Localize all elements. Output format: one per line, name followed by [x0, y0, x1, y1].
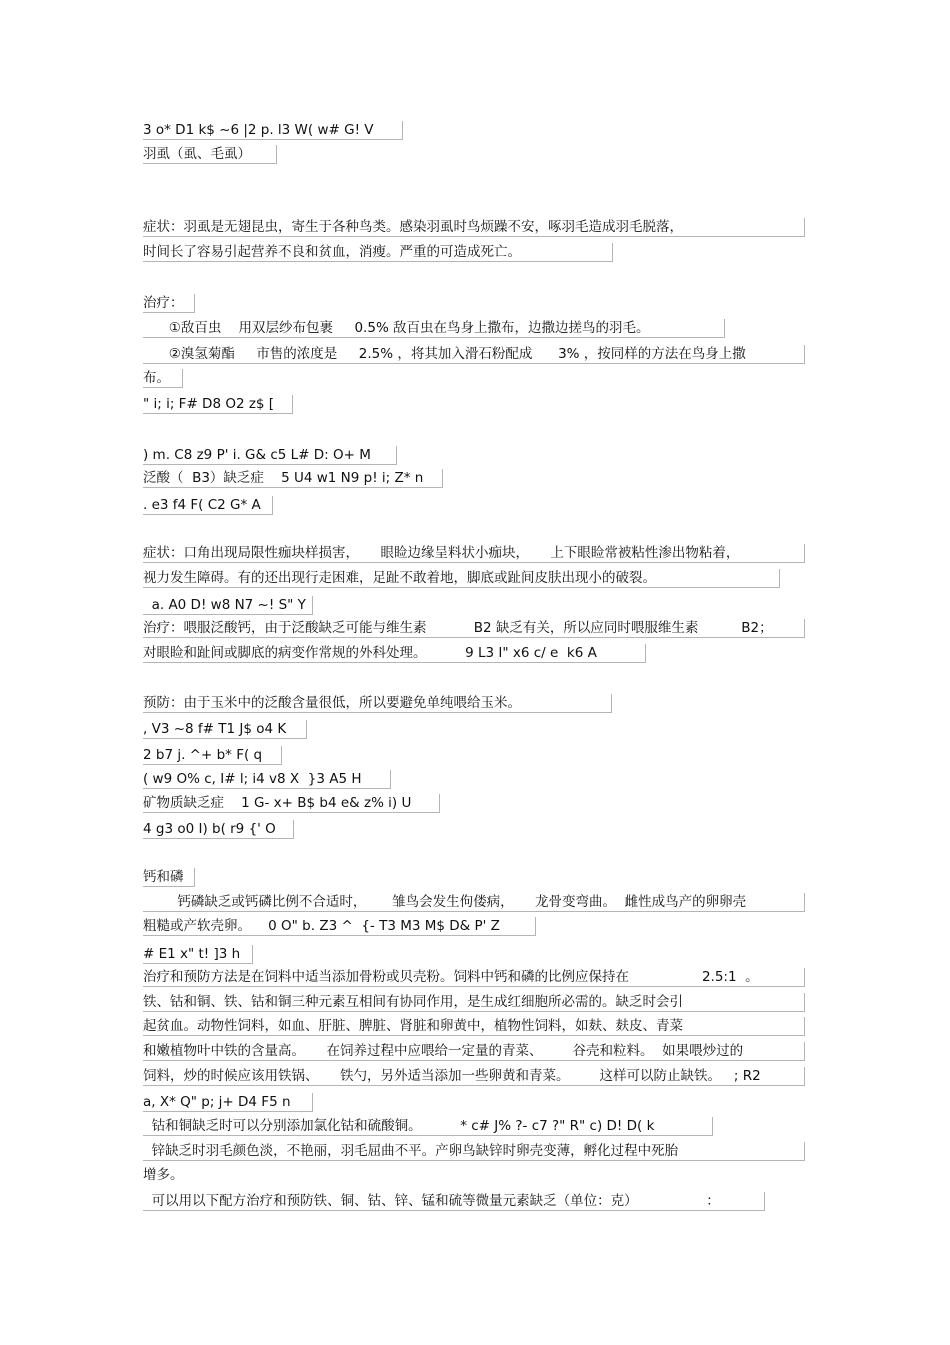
body-paragraph-line: 治疗和预防方法是在饲料中适当添加骨粉或贝壳粉。饲料中钙和磷的比例应保持在 2.5:1 。 — [143, 968, 805, 987]
section-heading-pantothenic-acid: 泛酸（ B3）缺乏症 5 U4 w1 N9 p! i; Z* n — [143, 469, 443, 488]
subsection-heading-calcium-phosphorus: 钙和磷 — [143, 868, 195, 887]
garbled-text-line: 3 o* D1 k$ ~6 |2 p. l3 W( w# G! V — [143, 121, 403, 140]
garbled-text-line: a. A0 D! w8 N7 ~! S" Y — [143, 596, 313, 615]
treatment-line: 治疗：喂服泛酸钙，由于泛酸缺乏可能与维生素 B2 缺乏有关，所以应同时喂服维生素 B2； — [143, 619, 805, 638]
garbled-text-line: # E1 x" t! ]3 h — [143, 945, 253, 964]
garbled-text-line: . e3 f4 F( C2 G* A — [143, 496, 273, 515]
prevention-line: 预防：由于玉米中的泛酸含量很低，所以要避免单纯喂给玉米。 — [143, 694, 612, 713]
garbled-text-line: 2 b7 j. ^+ b* F( q — [143, 746, 282, 765]
section-heading-feather-lice: 羽虱（虱、毛虱） — [143, 145, 277, 164]
treatment-label: 治疗： — [143, 294, 195, 313]
treatment-line: ①敌百虫 用双层纱布包裹 0.5% 敌百虫在鸟身上撒布，边撒边搓鸟的羽毛。 — [143, 319, 725, 338]
section-heading-mineral-deficiency: 矿物质缺乏症 1 G- x+ B$ b4 e& z% i) U — [143, 794, 440, 813]
symptom-paragraph-line: 症状：口角出现局限性痂块样损害， 眼睑边缘呈料状小痂块， 上下眼睑常被粘性渗出物粘着， — [143, 544, 805, 563]
garbled-text-line: a, X* Q" p; j+ D4 F5 n — [143, 1093, 313, 1112]
garbled-text-line: 4 g3 o0 I) b( r9 {' O — [143, 820, 294, 839]
symptom-paragraph-line: 视力发生障碍。有的还出现行走困难，足趾不敢着地，脚底或趾间皮肤出现小的破裂。 — [143, 569, 780, 588]
garbled-text-line: ( w9 O% c, I# l; i4 v8 X }3 A5 H — [143, 770, 391, 789]
body-paragraph-line: 钙磷缺乏或钙磷比例不合适时， 雏鸟会发生佝偻病， 龙骨变弯曲。 雌性成鸟产的卵卵壳 — [143, 893, 805, 912]
body-paragraph-line: 锌缺乏时羽毛颜色淡，不艳丽，羽毛屈曲不平。产卵鸟缺锌时卵壳变薄，孵化过程中死胎 — [143, 1142, 805, 1161]
body-paragraph-line: 起贫血。动物性饲料，如血、肝脏、脾脏、肾脏和卵黄中，植物性饲料，如麸、麸皮、青菜 — [143, 1017, 805, 1036]
body-paragraph-line: 和嫩植物叶中铁的含量高。 在饲养过程中应喂给一定量的青菜、 谷壳和粒料。 如果喂炒过的 — [143, 1042, 805, 1061]
garbled-text-line: , V3 ~8 f# T1 J$ o4 K — [143, 720, 307, 739]
symptom-paragraph-line: 症状：羽虱是无翅昆虫，寄生于各种鸟类。感染羽虱时鸟烦躁不安，啄羽毛造成羽毛脱落， — [143, 218, 805, 237]
treatment-line: 对眼睑和趾间或脚底的病变作常规的外科处理。 9 L3 I" x6 c/ e k6 A — [143, 644, 646, 663]
garbled-text-line: ) m. C8 z9 P' i. G& c5 L# D: O+ M — [143, 446, 397, 465]
body-paragraph-line: 可以用以下配方治疗和预防铁、铜、钴、锌、锰和硫等微量元素缺乏（单位：克） ： — [143, 1192, 765, 1211]
body-paragraph-line: 增多。 — [143, 1167, 184, 1183]
body-paragraph-line: 饲料，炒的时候应该用铁锅、 铁勺，另外适当添加一些卵黄和青菜。 这样可以防止缺铁。 ; R2 — [143, 1067, 805, 1086]
body-paragraph-line: 铁、钴和铜、铁、钴和铜三种元素互相间有协同作用，是生成红细胞所必需的。缺乏时会引 — [143, 993, 805, 1012]
garbled-text-line: " i; i; F# D8 O2 z$ [ — [143, 395, 293, 414]
body-paragraph-line: 钴和铜缺乏时可以分别添加氯化钴和硫酸铜。 * c# J% ?- c7 ?" R" c) D! D( k — [143, 1117, 713, 1136]
treatment-line: ②溴氢菊酯 市售的浓度是 2.5% ，将其加入滑石粉配成 3% ，按同样的方法在鸟身上撒 — [143, 345, 805, 364]
body-paragraph-line: 粗糙或产软壳卵。 0 O" b. Z3 ^ {- T3 M3 M$ D& P' Z — [143, 917, 536, 936]
treatment-line: 布。 — [143, 369, 183, 388]
symptom-paragraph-line: 时间长了容易引起营养不良和贫血，消瘦。严重的可造成死亡。 — [143, 243, 613, 262]
